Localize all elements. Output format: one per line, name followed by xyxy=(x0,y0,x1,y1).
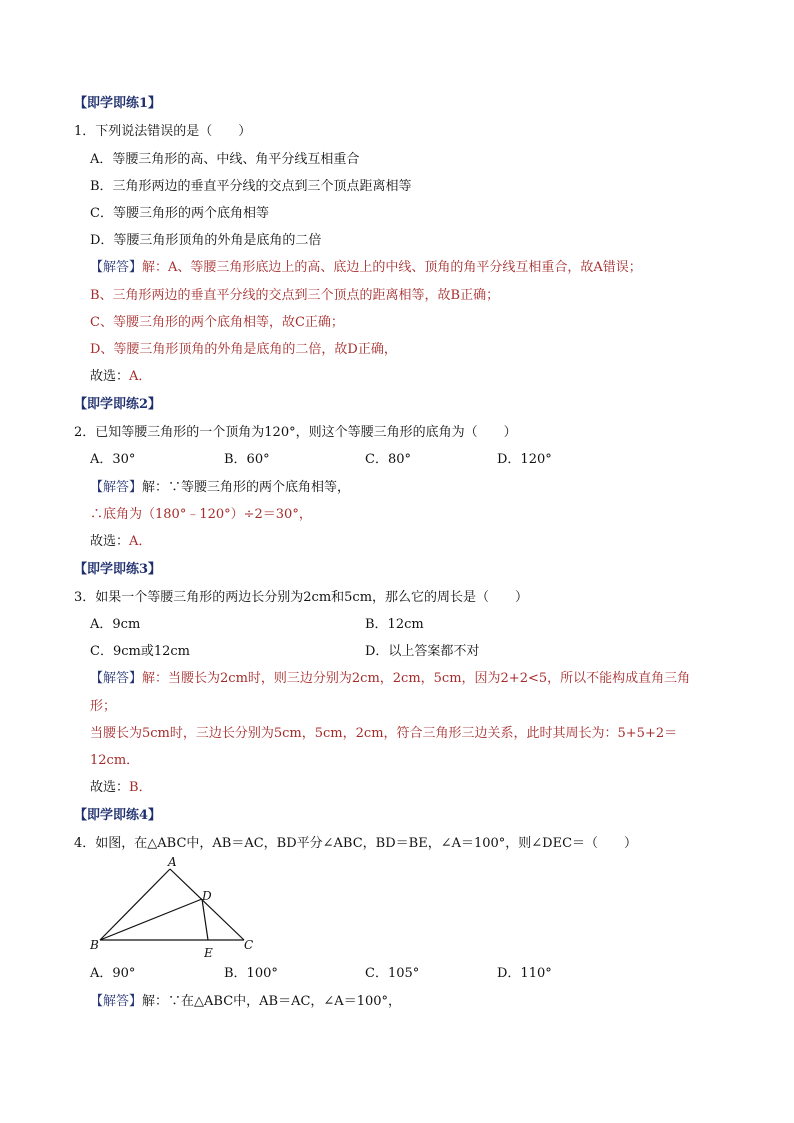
conclusion-prefix: 故选： xyxy=(90,369,130,384)
q4-answer-line-1 xyxy=(90,993,401,1011)
q4-option-a: A．90° xyxy=(90,966,136,981)
side-ab xyxy=(100,869,170,940)
q4-option-c: C．105° xyxy=(365,966,420,981)
q1-option-b: B．三角形两边的垂直平分线的交点到三个顶点距离相等 xyxy=(90,179,412,194)
q2-answer-line-1 xyxy=(90,479,350,497)
answer-text: 解：∵在△ABC中，AB＝AC，∠A＝100°， xyxy=(142,994,402,1009)
question-1: 1．下列说法错误的是（ ） xyxy=(74,124,252,139)
section-header-2: 【即学即练2】 xyxy=(74,397,162,412)
q1-option-d: D．等腰三角形顶角的外角是底角的二倍 xyxy=(90,233,322,248)
section-header-3: 【即学即练3】 xyxy=(74,562,162,577)
label-d: D xyxy=(202,889,212,903)
label-c: C xyxy=(244,938,254,952)
question-4: 4．如图，在△ABC中，AB＝AC，BD平分∠ABC，BD＝BE，∠A＝100°，则∠DEC＝（ ） xyxy=(74,836,638,851)
answer-label: 【解答】 xyxy=(90,994,143,1009)
q2-option-c: C．80° xyxy=(365,452,411,467)
conclusion-value: A． xyxy=(129,369,152,384)
q3-option-d: D．以上答案都不对 xyxy=(365,644,480,659)
q3-answer-line-2: 形； xyxy=(90,699,117,714)
answer-text: 解：∵等腰三角形的两个底角相等， xyxy=(142,480,351,495)
q3-answer-line-1 xyxy=(90,670,690,688)
q1-option-a: A．等腰三角形的高、中线、角平分线互相重合 xyxy=(90,152,360,167)
q2-option-a: A．30° xyxy=(90,452,136,467)
q1-answer-line-3: C、等腰三角形的两个底角相等，故C正确； xyxy=(90,315,344,330)
q2-option-b: B．60° xyxy=(224,452,270,467)
answer-label: 【解答】 xyxy=(90,480,143,495)
q2-option-d: D．120° xyxy=(497,452,552,467)
section-header-4: 【即学即练4】 xyxy=(74,808,162,823)
q3-option-a: A．9cm xyxy=(90,617,141,632)
label-e: E xyxy=(204,946,213,960)
question-3: 3．如果一个等腰三角形的两边长分别为2cm和5cm，那么它的周长是（ ） xyxy=(74,590,529,605)
section-header-1: 【即学即练1】 xyxy=(74,96,162,111)
q1-conclusion xyxy=(90,368,151,386)
answer-label: 【解答】 xyxy=(90,260,143,275)
answer-text: 解：A、等腰三角形底边上的高、底边上的中线、顶角的角平分线互相重合，故A错误； xyxy=(142,260,642,275)
conclusion-value: A． xyxy=(129,534,152,549)
segment-bd xyxy=(100,899,202,940)
q3-answer-line-3: 当腰长为5cm时，三边长分别为5cm，5cm，2cm，符合三角形三边关系，此时其周长为：5+5+2＝ xyxy=(90,726,678,741)
conclusion-prefix: 故选： xyxy=(90,534,130,549)
answer-label: 【解答】 xyxy=(90,671,143,686)
q1-option-c: C．等腰三角形的两个底角相等 xyxy=(90,206,269,221)
q3-option-c: C．9cm或12cm xyxy=(90,644,190,659)
conclusion-value: B． xyxy=(129,780,152,795)
q1-answer-line-4: D、等腰三角形顶角的外角是底角的二倍，故D正确， xyxy=(90,342,397,357)
q2-answer-line-2: ∴底角为（180°﹣120°）÷2＝30°， xyxy=(90,507,312,522)
q3-option-b: B．12cm xyxy=(365,617,424,632)
q4-option-d: D．110° xyxy=(497,966,552,981)
label-b: B xyxy=(90,938,99,952)
q3-answer-line-4: 12cm． xyxy=(90,753,140,768)
question-2: 2．已知等腰三角形的一个顶角为120°，则这个等腰三角形的底角为（ ） xyxy=(74,425,517,440)
q2-conclusion xyxy=(90,533,151,551)
conclusion-prefix: 故选： xyxy=(90,780,130,795)
label-a: A xyxy=(168,856,177,869)
q4-option-b: B．100° xyxy=(224,966,278,981)
q1-answer-line-1 xyxy=(90,259,642,277)
q1-answer-line-2: B、三角形两边的垂直平分线的交点到三个顶点的距离相等，故B正确； xyxy=(90,288,500,303)
triangle-figure xyxy=(84,856,274,966)
q3-conclusion xyxy=(90,779,152,797)
answer-text: 解：当腰长为2cm时，则三边分别为2cm，2cm，5cm，因为2+2<5，所以不能构成直角三角 xyxy=(142,671,691,686)
